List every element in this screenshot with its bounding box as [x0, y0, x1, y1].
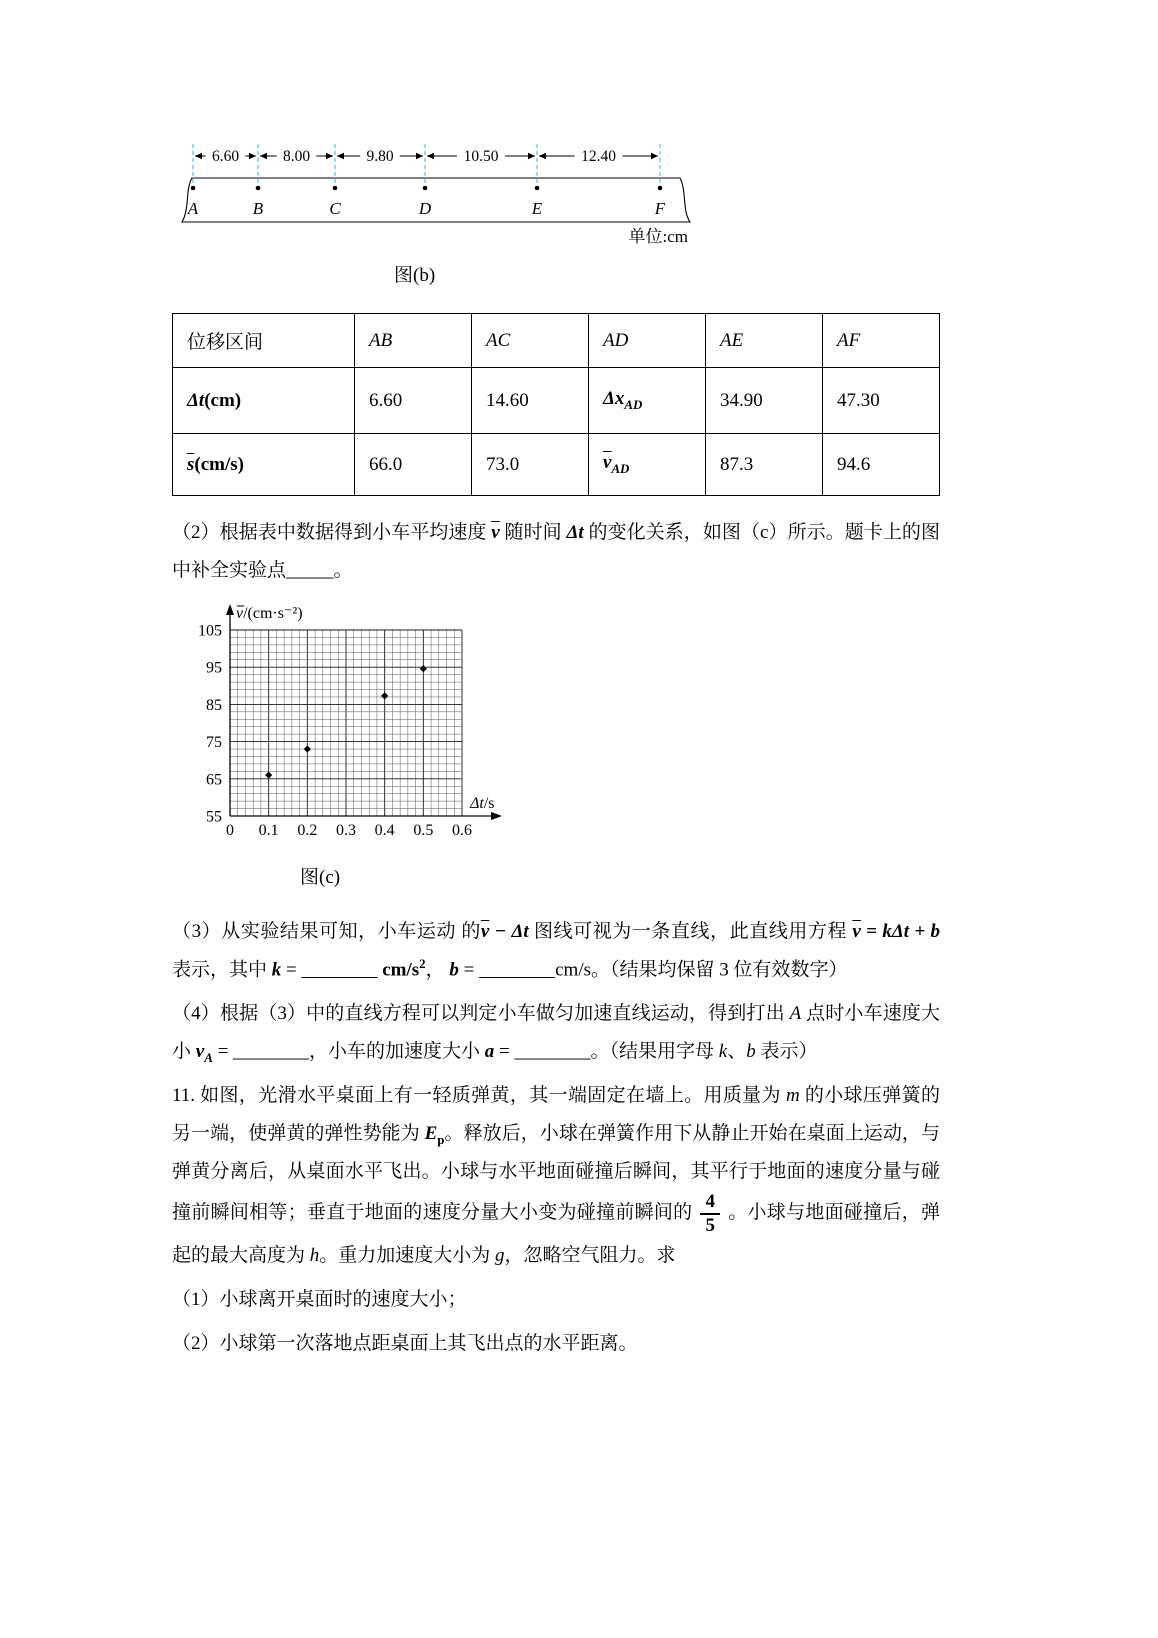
text-run: Δt	[891, 921, 910, 942]
blank-var: $\overline{v}$	[603, 452, 612, 474]
paragraph-problem-11	[172, 1077, 940, 1275]
text-run: ________	[301, 959, 383, 981]
x-tick-label: 0.5	[413, 822, 434, 839]
tape-point-label: C	[329, 199, 341, 218]
tape-point-label: E	[531, 199, 543, 218]
tape-point-label: B	[252, 199, 264, 218]
chart-data-point	[304, 745, 311, 752]
paragraph-question-2	[172, 514, 940, 590]
table-cell: AB	[355, 314, 472, 368]
tape-point-label: F	[654, 199, 666, 218]
text-run: E	[424, 1123, 438, 1145]
tape-dot	[191, 186, 196, 191]
table-row-speed	[173, 434, 940, 496]
fraction: $\frac{4}{5}$	[700, 1191, 720, 1237]
x-tick-label: 0	[226, 822, 234, 839]
tape-measurement: 10.50	[463, 148, 499, 165]
text-run: $\overline{v}$	[852, 921, 861, 942]
text-run: b	[930, 921, 940, 942]
table-cell: 6.60	[355, 368, 472, 434]
text-run: cm/s	[382, 959, 420, 981]
paragraph-question-4	[172, 995, 940, 1071]
row-label-var: Δt	[187, 389, 205, 411]
table-cell: 73.0	[472, 434, 589, 496]
text-run: k	[882, 921, 892, 942]
text-run: k	[718, 1041, 728, 1063]
text-run: 点时小车速度大小	[172, 1003, 940, 1063]
tape-point-label: D	[418, 199, 432, 218]
tape-point-label: A	[187, 199, 199, 218]
blank-var-sub: AD	[611, 460, 630, 476]
table-cell-blank	[589, 368, 706, 434]
text-run: Δt	[566, 522, 584, 543]
text-run: p	[437, 1132, 445, 1148]
chart-figure	[172, 600, 940, 889]
row-label-unit: (cm)	[204, 389, 242, 411]
text-run: ________	[233, 1041, 310, 1063]
text-run: cm/s。（结果均保留 3 位有效数字）	[555, 959, 848, 981]
text-run: A	[204, 1050, 213, 1066]
text-run: +	[909, 921, 931, 942]
tape-measurement: 8.00	[282, 148, 311, 165]
text-run: ，忽略空气阻力。求	[504, 1245, 676, 1267]
y-axis-title: v/(cm·s⁻²)	[236, 605, 303, 622]
x-tick-label: 0.4	[374, 822, 395, 839]
y-tick-label: 105	[198, 622, 222, 640]
tape-measurement: 6.60	[211, 148, 240, 165]
x-axis-arrowhead	[491, 812, 502, 820]
arrowhead-left	[195, 153, 202, 159]
tape-dot	[256, 186, 261, 191]
chart-data-point	[420, 665, 427, 672]
blank-var: Δx	[603, 388, 625, 410]
chart-data-point	[265, 771, 272, 778]
y-tick-label: 55	[206, 808, 222, 826]
table-cell: AC	[472, 314, 589, 368]
arrowhead-left	[337, 153, 344, 159]
y-tick-label: 95	[206, 659, 222, 677]
arrowhead-left	[427, 153, 434, 159]
x-tick-label: 0.6	[452, 822, 472, 839]
text-run: b	[746, 1041, 756, 1063]
table-cell: AE	[706, 314, 823, 368]
table-header-row	[173, 314, 940, 368]
text-run: 11. 如图，光滑水平桌面上有一轻质弹黄，其一端固定在墙上。用质量为	[172, 1085, 786, 1107]
tape-measurement: 12.40	[581, 148, 616, 165]
text-run: =	[212, 1041, 234, 1063]
text-run: −	[489, 921, 512, 942]
chart-data-point	[381, 692, 388, 699]
y-tick-label: 65	[206, 771, 222, 789]
x-tick-label: 0.1	[258, 822, 279, 839]
table-cell: 位移区间	[173, 314, 355, 368]
tape-dot	[535, 186, 540, 191]
text-run: （2）根据表中数据得到小车平均速度	[172, 522, 492, 543]
text-run: =	[458, 959, 480, 981]
table-cell: 94.6	[823, 434, 940, 496]
text-run: A	[789, 1003, 802, 1025]
arrowhead-right	[651, 153, 658, 159]
table-cell: AF	[823, 314, 940, 368]
y-tick-label: 85	[206, 696, 222, 714]
tape-dot	[423, 186, 428, 191]
arrowhead-right	[416, 153, 423, 159]
table-row-label	[173, 434, 355, 496]
text-run: $\overline{v}$	[480, 921, 490, 942]
text-run: ，小车的加速度大小	[309, 1041, 485, 1063]
text-run: 表示）	[755, 1041, 818, 1063]
arrowhead-right	[528, 153, 535, 159]
paragraph-sub-question-1: （1）小球离开桌面时的速度大小；	[172, 1289, 467, 1311]
text-run: ，	[425, 959, 450, 981]
table-cell: 47.30	[823, 368, 940, 434]
tape-measurement: 9.80	[366, 148, 394, 165]
text-run: $\overline{v}$	[491, 522, 500, 543]
text-run: 、	[727, 1041, 747, 1063]
x-axis-title: Δt/s	[470, 795, 495, 812]
text-run: 。小球与地面碰撞后，弹起的最大高度为	[172, 1202, 940, 1267]
text-run: =	[860, 921, 883, 942]
x-tick-label: 0.2	[297, 822, 318, 839]
table-row-displacement	[173, 368, 940, 434]
row-label-var: $\overline{s}$	[187, 453, 195, 475]
arrowhead-left	[539, 153, 546, 159]
tape-unit-label: 单位:cm	[628, 227, 688, 246]
arrowhead-right	[326, 153, 333, 159]
text-run: a	[484, 1041, 495, 1063]
y-axis-arrowhead	[226, 604, 234, 615]
arrowhead-left	[260, 153, 267, 159]
text-run: ________	[514, 1041, 591, 1063]
text-run: m	[786, 1085, 800, 1107]
text-run: 的小球压弹簧的另一端，使弹黄的弹性势能为	[172, 1085, 940, 1145]
tape-svg	[172, 138, 702, 250]
text-run: 表示，其中	[172, 959, 272, 981]
text-run: 的变化关系，如图（c）所示。题卡上的图中补全实验点_____。	[172, 522, 940, 581]
chart-svg	[172, 600, 544, 850]
x-tick-label: 0.3	[336, 822, 356, 839]
y-tick-label: 75	[206, 734, 222, 752]
text-run: （4）根据（3）中的直线方程可以判定小车做匀加速直线运动，得到打出	[172, 1003, 790, 1025]
data-table	[172, 313, 940, 496]
text-run: v	[195, 1041, 205, 1063]
table-cell: 34.90	[706, 368, 823, 434]
text-run: 。（结果用字母	[590, 1041, 719, 1063]
blank-var-sub: AD	[624, 396, 643, 412]
table-cell-blank	[589, 434, 706, 496]
text-run: 。重力加速度大小为	[319, 1245, 496, 1267]
text-run: =	[494, 1041, 515, 1063]
text-run: b	[449, 959, 459, 981]
table-cell: AD	[589, 314, 706, 368]
table-cell: 14.60	[472, 368, 589, 434]
row-label-unit: (cm/s)	[194, 453, 244, 475]
text-run: 随时间	[499, 522, 567, 543]
chart-caption: 图(c)	[300, 867, 341, 888]
text-run: ________	[479, 959, 556, 981]
text-run: 。释放后，小球在弹簧作用下从静止开始在桌面上运动，与弹黄分离后，从桌面水平飞出。小球与水平地面碰撞后瞬间，其平行于地面的速度分量与碰撞前瞬间相等；垂直于地面的速度分量大小变为碰撞前瞬间的	[172, 1123, 940, 1224]
text-run: 2	[419, 956, 426, 971]
table-cell: 66.0	[355, 434, 472, 496]
arrowhead-right	[249, 153, 256, 159]
text-run: g	[495, 1245, 505, 1267]
text-run: （3）从实验结果可知，小车运动 的	[172, 921, 481, 942]
tape-caption: 图(b)	[394, 265, 436, 286]
text-run: 图线可视为一条直线，此直线用方程	[528, 921, 853, 942]
table-cell: 87.3	[706, 434, 823, 496]
tape-figure	[172, 138, 940, 287]
tape-dot	[658, 186, 663, 191]
table-row-label	[173, 368, 355, 434]
text-run: k	[271, 959, 282, 981]
text-run: Δt	[511, 921, 529, 942]
tape-dot	[333, 186, 338, 191]
text-run: h	[309, 1245, 320, 1267]
paragraph-sub-question-2: （2）小球第一次落地点距桌面上其飞出点的水平距离。	[172, 1333, 638, 1355]
paragraph-question-3	[172, 913, 940, 989]
text-run: =	[281, 959, 302, 981]
